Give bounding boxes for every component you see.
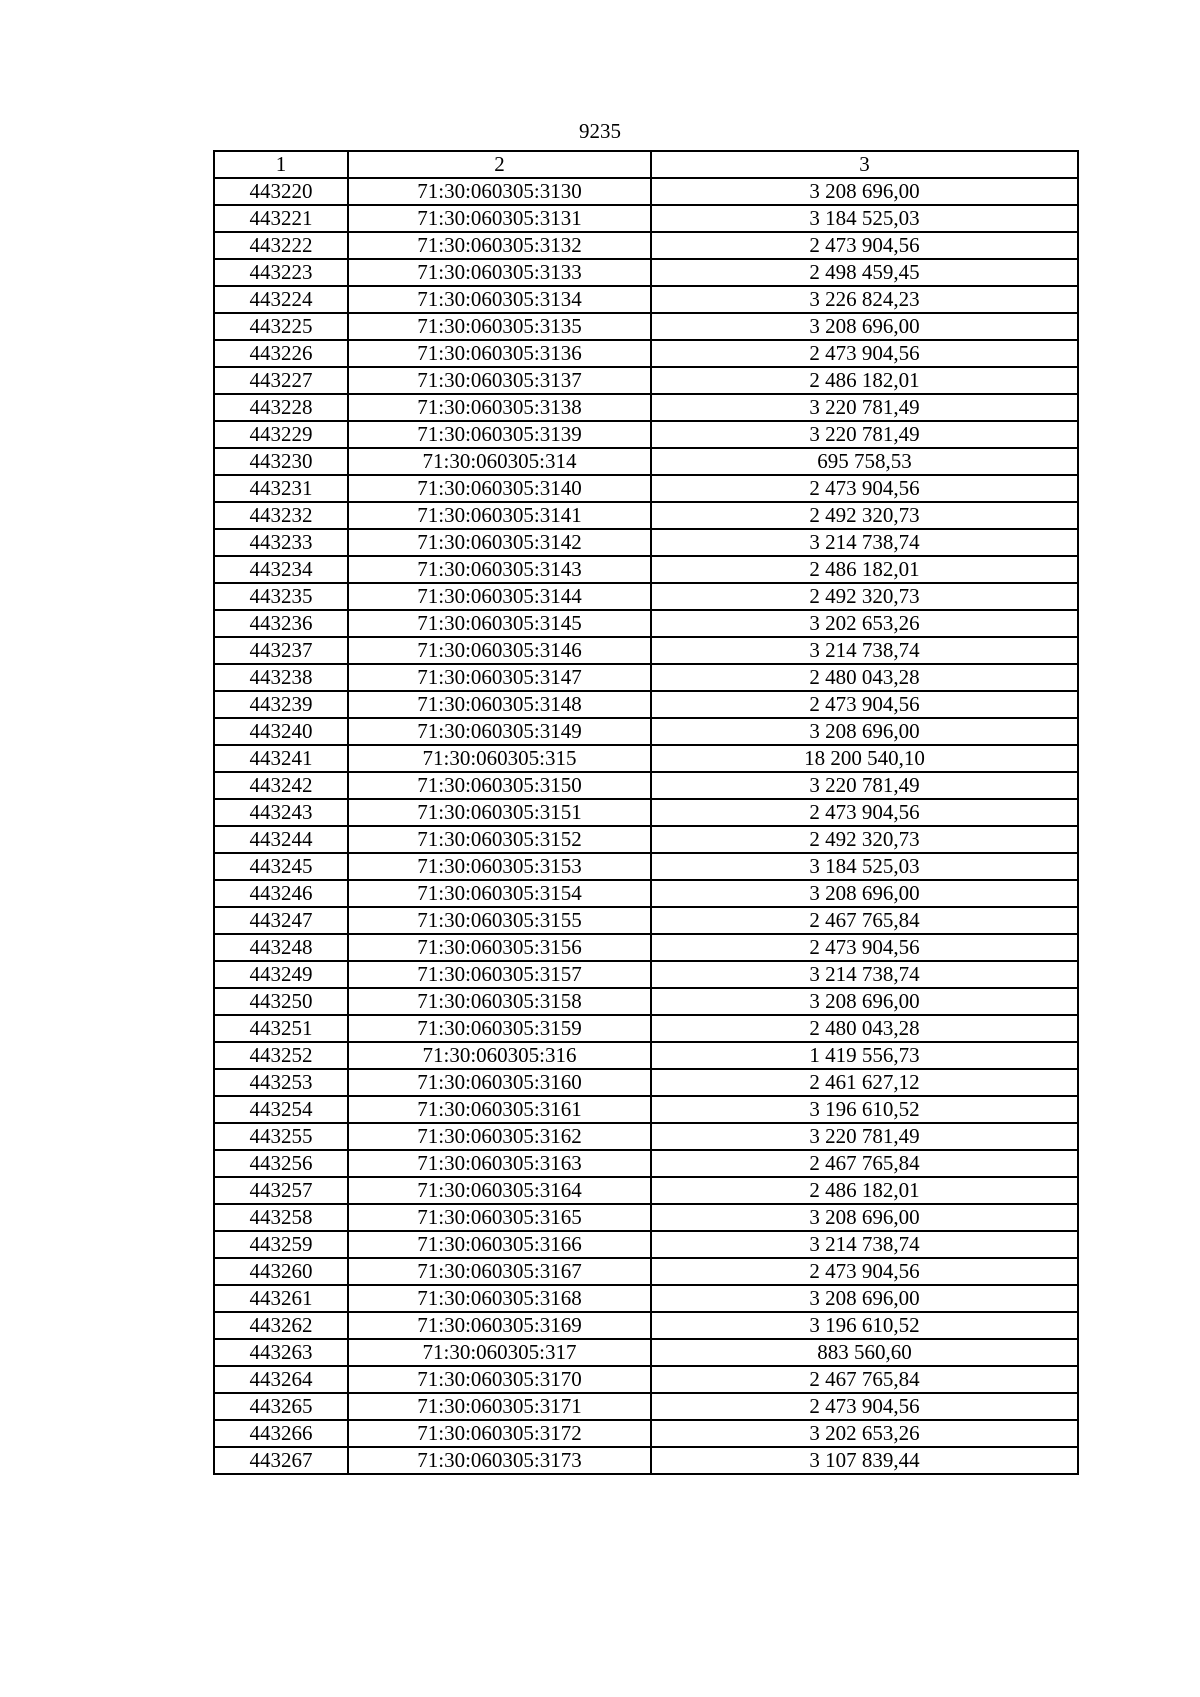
- cadastral-number-cell: 71:30:060305:316: [348, 1042, 651, 1069]
- value-cell: 3 220 781,49: [651, 394, 1078, 421]
- value-cell: 3 220 781,49: [651, 772, 1078, 799]
- table-row: [214, 826, 1078, 853]
- table-row: [214, 907, 1078, 934]
- cadastral-number-cell: 71:30:060305:3145: [348, 610, 651, 637]
- value-cell: 2 473 904,56: [651, 1258, 1078, 1285]
- cadastral-number-cell: 71:30:060305:3155: [348, 907, 651, 934]
- table-row: [214, 1420, 1078, 1447]
- table-row: [214, 529, 1078, 556]
- value-cell: 3 226 824,23: [651, 286, 1078, 313]
- value-cell: 883 560,60: [651, 1339, 1078, 1366]
- value-cell: 3 208 696,00: [651, 880, 1078, 907]
- cadastral-number-cell: 71:30:060305:3172: [348, 1420, 651, 1447]
- table-row: [214, 1366, 1078, 1393]
- cadastral-number-cell: 71:30:060305:3150: [348, 772, 651, 799]
- table-row: [214, 637, 1078, 664]
- value-cell: 2 480 043,28: [651, 1015, 1078, 1042]
- cadastral-number-cell: 71:30:060305:3140: [348, 475, 651, 502]
- value-cell: 2 473 904,56: [651, 934, 1078, 961]
- row-number-cell: 443251: [214, 1015, 348, 1042]
- cadastral-number-cell: 71:30:060305:3139: [348, 421, 651, 448]
- cadastral-number-cell: 71:30:060305:3165: [348, 1204, 651, 1231]
- registry-table: [213, 150, 1079, 1475]
- row-number-cell: 443222: [214, 232, 348, 259]
- table-row: [214, 1096, 1078, 1123]
- table-row: [214, 475, 1078, 502]
- value-cell: 3 208 696,00: [651, 1204, 1078, 1231]
- table-row: [214, 502, 1078, 529]
- value-cell: 3 220 781,49: [651, 421, 1078, 448]
- column-header-3: 3: [651, 151, 1078, 178]
- cadastral-number-cell: 71:30:060305:3164: [348, 1177, 651, 1204]
- table-row: [214, 1258, 1078, 1285]
- row-number-cell: 443255: [214, 1123, 348, 1150]
- table-row: [214, 1069, 1078, 1096]
- value-cell: 2 473 904,56: [651, 475, 1078, 502]
- row-number-cell: 443239: [214, 691, 348, 718]
- value-cell: 2 486 182,01: [651, 556, 1078, 583]
- row-number-cell: 443220: [214, 178, 348, 205]
- cadastral-number-cell: 71:30:060305:315: [348, 745, 651, 772]
- cadastral-number-cell: 71:30:060305:3138: [348, 394, 651, 421]
- row-number-cell: 443243: [214, 799, 348, 826]
- value-cell: 3 214 738,74: [651, 961, 1078, 988]
- table-row: [214, 880, 1078, 907]
- table-row: [214, 1231, 1078, 1258]
- cadastral-number-cell: 71:30:060305:3133: [348, 259, 651, 286]
- table-row: [214, 1285, 1078, 1312]
- table-row: [214, 394, 1078, 421]
- value-cell: 2 467 765,84: [651, 1366, 1078, 1393]
- value-cell: 3 196 610,52: [651, 1096, 1078, 1123]
- table-row: [214, 718, 1078, 745]
- cadastral-number-cell: 71:30:060305:3153: [348, 853, 651, 880]
- value-cell: 2 473 904,56: [651, 232, 1078, 259]
- row-number-cell: 443232: [214, 502, 348, 529]
- table-row: [214, 664, 1078, 691]
- row-number-cell: 443267: [214, 1447, 348, 1474]
- row-number-cell: 443256: [214, 1150, 348, 1177]
- cadastral-number-cell: 71:30:060305:3170: [348, 1366, 651, 1393]
- row-number-cell: 443245: [214, 853, 348, 880]
- cadastral-number-cell: 71:30:060305:3161: [348, 1096, 651, 1123]
- value-cell: 3 220 781,49: [651, 1123, 1078, 1150]
- value-cell: 2 486 182,01: [651, 1177, 1078, 1204]
- table-row: [214, 1015, 1078, 1042]
- row-number-cell: 443242: [214, 772, 348, 799]
- table-row: [214, 610, 1078, 637]
- value-cell: 3 214 738,74: [651, 1231, 1078, 1258]
- table-row: [214, 313, 1078, 340]
- value-cell: 3 184 525,03: [651, 205, 1078, 232]
- row-number-cell: 443259: [214, 1231, 348, 1258]
- row-number-cell: 443257: [214, 1177, 348, 1204]
- row-number-cell: 443253: [214, 1069, 348, 1096]
- cadastral-number-cell: 71:30:060305:3148: [348, 691, 651, 718]
- cadastral-number-cell: 71:30:060305:3169: [348, 1312, 651, 1339]
- row-number-cell: 443228: [214, 394, 348, 421]
- table-row: [214, 178, 1078, 205]
- cadastral-number-cell: 71:30:060305:3143: [348, 556, 651, 583]
- row-number-cell: 443225: [214, 313, 348, 340]
- value-cell: 3 202 653,26: [651, 610, 1078, 637]
- row-number-cell: 443266: [214, 1420, 348, 1447]
- cadastral-number-cell: 71:30:060305:3135: [348, 313, 651, 340]
- row-number-cell: 443229: [214, 421, 348, 448]
- row-number-cell: 443240: [214, 718, 348, 745]
- value-cell: 3 208 696,00: [651, 1285, 1078, 1312]
- cadastral-number-cell: 71:30:060305:3154: [348, 880, 651, 907]
- row-number-cell: 443250: [214, 988, 348, 1015]
- value-cell: 2 486 182,01: [651, 367, 1078, 394]
- value-cell: 3 208 696,00: [651, 178, 1078, 205]
- table-row: [214, 961, 1078, 988]
- table-row: [214, 286, 1078, 313]
- row-number-cell: 443263: [214, 1339, 348, 1366]
- row-number-cell: 443224: [214, 286, 348, 313]
- table-row: [214, 1150, 1078, 1177]
- row-number-cell: 443223: [214, 259, 348, 286]
- table-row: [214, 1204, 1078, 1231]
- row-number-cell: 443226: [214, 340, 348, 367]
- table-row: [214, 367, 1078, 394]
- row-number-cell: 443261: [214, 1285, 348, 1312]
- table-row: [214, 1447, 1078, 1474]
- row-number-cell: 443238: [214, 664, 348, 691]
- cadastral-number-cell: 71:30:060305:3173: [348, 1447, 651, 1474]
- cadastral-number-cell: 71:30:060305:3157: [348, 961, 651, 988]
- row-number-cell: 443234: [214, 556, 348, 583]
- cadastral-number-cell: 71:30:060305:3141: [348, 502, 651, 529]
- page-number: 9235: [579, 119, 621, 143]
- table-row: [214, 1177, 1078, 1204]
- value-cell: 2 467 765,84: [651, 1150, 1078, 1177]
- table-header: [214, 151, 1078, 178]
- table-row: [214, 556, 1078, 583]
- value-cell: 2 473 904,56: [651, 799, 1078, 826]
- row-number-cell: 443249: [214, 961, 348, 988]
- row-number-cell: 443246: [214, 880, 348, 907]
- value-cell: 2 473 904,56: [651, 340, 1078, 367]
- cadastral-number-cell: 71:30:060305:3159: [348, 1015, 651, 1042]
- cadastral-number-cell: 71:30:060305:3147: [348, 664, 651, 691]
- cadastral-number-cell: 71:30:060305:3144: [348, 583, 651, 610]
- table-row: [214, 988, 1078, 1015]
- value-cell: 3 184 525,03: [651, 853, 1078, 880]
- row-number-cell: 443236: [214, 610, 348, 637]
- row-number-cell: 443233: [214, 529, 348, 556]
- table-row: [214, 1393, 1078, 1420]
- table-row: [214, 799, 1078, 826]
- row-number-cell: 443254: [214, 1096, 348, 1123]
- value-cell: 2 461 627,12: [651, 1069, 1078, 1096]
- column-header-1: 1: [214, 151, 348, 178]
- value-cell: 2 492 320,73: [651, 583, 1078, 610]
- cadastral-number-cell: 71:30:060305:314: [348, 448, 651, 475]
- cadastral-number-cell: 71:30:060305:3168: [348, 1285, 651, 1312]
- value-cell: 2 480 043,28: [651, 664, 1078, 691]
- value-cell: 2 467 765,84: [651, 907, 1078, 934]
- value-cell: 3 208 696,00: [651, 718, 1078, 745]
- row-number-cell: 443235: [214, 583, 348, 610]
- value-cell: 3 208 696,00: [651, 988, 1078, 1015]
- table-row: [214, 448, 1078, 475]
- table-row: [214, 853, 1078, 880]
- row-number-cell: 443231: [214, 475, 348, 502]
- table-row: [214, 1042, 1078, 1069]
- row-number-cell: 443265: [214, 1393, 348, 1420]
- value-cell: 3 196 610,52: [651, 1312, 1078, 1339]
- value-cell: 3 214 738,74: [651, 529, 1078, 556]
- header-row: [214, 151, 1078, 178]
- row-number-cell: 443264: [214, 1366, 348, 1393]
- value-cell: 2 473 904,56: [651, 1393, 1078, 1420]
- column-header-2: 2: [348, 151, 651, 178]
- value-cell: 2 473 904,56: [651, 691, 1078, 718]
- value-cell: 695 758,53: [651, 448, 1078, 475]
- row-number-cell: 443260: [214, 1258, 348, 1285]
- cadastral-number-cell: 71:30:060305:3151: [348, 799, 651, 826]
- cadastral-number-cell: 71:30:060305:3134: [348, 286, 651, 313]
- cadastral-number-cell: 71:30:060305:3142: [348, 529, 651, 556]
- cadastral-number-cell: 71:30:060305:3149: [348, 718, 651, 745]
- cadastral-number-cell: 71:30:060305:3132: [348, 232, 651, 259]
- row-number-cell: 443244: [214, 826, 348, 853]
- value-cell: 3 202 653,26: [651, 1420, 1078, 1447]
- row-number-cell: 443252: [214, 1042, 348, 1069]
- row-number-cell: 443221: [214, 205, 348, 232]
- cadastral-number-cell: 71:30:060305:3131: [348, 205, 651, 232]
- row-number-cell: 443247: [214, 907, 348, 934]
- cadastral-number-cell: 71:30:060305:3171: [348, 1393, 651, 1420]
- cadastral-number-cell: 71:30:060305:3137: [348, 367, 651, 394]
- table-row: [214, 772, 1078, 799]
- table-row: [214, 1312, 1078, 1339]
- cadastral-number-cell: 71:30:060305:3158: [348, 988, 651, 1015]
- table-row: [214, 421, 1078, 448]
- table-row: [214, 583, 1078, 610]
- cadastral-number-cell: 71:30:060305:3146: [348, 637, 651, 664]
- value-cell: 2 492 320,73: [651, 502, 1078, 529]
- value-cell: 3 214 738,74: [651, 637, 1078, 664]
- table-row: [214, 259, 1078, 286]
- row-number-cell: 443237: [214, 637, 348, 664]
- table-row: [214, 745, 1078, 772]
- row-number-cell: 443262: [214, 1312, 348, 1339]
- table-row: [214, 1123, 1078, 1150]
- value-cell: 3 208 696,00: [651, 313, 1078, 340]
- value-cell: 18 200 540,10: [651, 745, 1078, 772]
- value-cell: 3 107 839,44: [651, 1447, 1078, 1474]
- table-row: [214, 1339, 1078, 1366]
- cadastral-number-cell: 71:30:060305:3163: [348, 1150, 651, 1177]
- table-row: [214, 340, 1078, 367]
- value-cell: 2 498 459,45: [651, 259, 1078, 286]
- cadastral-number-cell: 71:30:060305:3152: [348, 826, 651, 853]
- table-row: [214, 934, 1078, 961]
- cadastral-number-cell: 71:30:060305:3167: [348, 1258, 651, 1285]
- value-cell: 1 419 556,73: [651, 1042, 1078, 1069]
- table-row: [214, 691, 1078, 718]
- cadastral-number-cell: 71:30:060305:3156: [348, 934, 651, 961]
- cadastral-number-cell: 71:30:060305:3136: [348, 340, 651, 367]
- cadastral-number-cell: 71:30:060305:317: [348, 1339, 651, 1366]
- cadastral-number-cell: 71:30:060305:3166: [348, 1231, 651, 1258]
- cadastral-number-cell: 71:30:060305:3160: [348, 1069, 651, 1096]
- row-number-cell: 443227: [214, 367, 348, 394]
- table-row: [214, 205, 1078, 232]
- row-number-cell: 443241: [214, 745, 348, 772]
- value-cell: 2 492 320,73: [651, 826, 1078, 853]
- table-body: [214, 178, 1078, 1474]
- row-number-cell: 443230: [214, 448, 348, 475]
- table-row: [214, 232, 1078, 259]
- cadastral-number-cell: 71:30:060305:3162: [348, 1123, 651, 1150]
- row-number-cell: 443248: [214, 934, 348, 961]
- cadastral-number-cell: 71:30:060305:3130: [348, 178, 651, 205]
- row-number-cell: 443258: [214, 1204, 348, 1231]
